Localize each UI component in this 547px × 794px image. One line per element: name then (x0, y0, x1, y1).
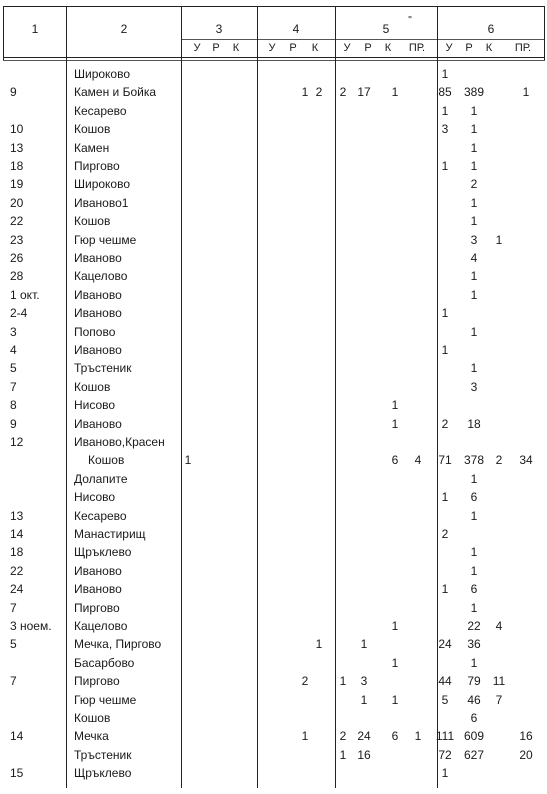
row-place: Кацелово (74, 269, 128, 284)
row-value-6-1: 378 (463, 453, 485, 468)
row-place: Нисово (74, 398, 116, 413)
row-place: Щръклево (74, 545, 132, 560)
row-place: Манастирищ (74, 527, 146, 541)
header-group-5-mark: " (408, 15, 412, 26)
row-place: Мечка, Пиргово (74, 637, 162, 652)
row-date: 13 (10, 508, 24, 523)
row-place: Иваново (74, 306, 122, 321)
row-value-6-2: 7 (495, 692, 503, 707)
row-date: 15 (10, 766, 24, 781)
row-value-6-0: 1 (441, 159, 449, 173)
row-value-6-1: 1 (470, 324, 478, 339)
row-value-5-1: 1 (360, 692, 368, 707)
row-place: Кошов (88, 453, 125, 468)
row-place: Камен (74, 140, 110, 155)
row-value-5-2: 1 (391, 398, 399, 413)
col-divider-3-4 (257, 6, 258, 788)
row-date: 23 (10, 232, 24, 247)
row-date: 7 (10, 674, 17, 689)
subheader-3-u: У (193, 42, 201, 54)
row-value-6-1: 1 (470, 545, 478, 560)
row-value-5-1: 24 (357, 729, 371, 744)
row-place: Широково (74, 67, 131, 81)
row-value-6-0: 85 (438, 85, 452, 100)
row-place: Нисово (74, 490, 116, 505)
row-date: 12 (10, 435, 24, 449)
row-value-6-1: 1 (470, 214, 478, 229)
row-value-6-2: 2 (495, 453, 503, 468)
row-place: Иваново (74, 563, 122, 578)
subheader-4-k: К (311, 42, 319, 54)
subheader-4-r: Р (289, 42, 297, 54)
row-value-3-0: 1 (184, 453, 192, 468)
row-date: 28 (10, 269, 24, 284)
right-border (544, 6, 545, 60)
row-date: 22 (10, 214, 24, 229)
row-value-6-1: 6 (470, 711, 478, 725)
subheader-3-r: Р (212, 42, 220, 54)
row-value-5-0: 1 (339, 747, 347, 762)
row-value-6-0: 1 (441, 582, 449, 597)
row-value-6-1: 1 (470, 159, 478, 173)
row-date: 13 (10, 140, 24, 155)
col-divider-1-2 (66, 6, 67, 788)
row-date: 7 (10, 379, 17, 394)
col-divider-2-3 (181, 6, 182, 788)
subheader-rule (181, 39, 545, 40)
row-place: Кошов (74, 214, 111, 229)
header-group-6: 6 (487, 22, 495, 36)
row-value-6-1: 1 (470, 269, 478, 284)
row-value-4-2: 2 (315, 85, 323, 100)
row-value-6-1: 627 (463, 747, 485, 762)
row-value-6-0: 2 (441, 416, 449, 431)
row-place: Иваново (74, 343, 122, 357)
row-value-5-0: 2 (339, 729, 347, 744)
header-bottom-rule (3, 57, 545, 58)
header-group-4: 4 (292, 22, 300, 36)
row-place: Иваново (74, 416, 122, 431)
row-value-6-1: 389 (463, 85, 485, 100)
row-value-5-1: 1 (360, 637, 368, 652)
row-value-5-2: 6 (391, 453, 399, 468)
row-value-6-1: 3 (470, 232, 478, 247)
row-place: Кесарево (74, 508, 127, 523)
row-place: Попово (74, 324, 116, 339)
row-value-6-3: 20 (519, 747, 533, 762)
row-date: 3 ноем. (10, 619, 52, 633)
header-col-2: 2 (120, 22, 128, 36)
row-date: 26 (10, 251, 24, 265)
row-value-6-0: 44 (438, 674, 452, 689)
row-value-6-1: 609 (463, 729, 485, 744)
row-value-6-1: 22 (467, 619, 481, 633)
row-date: 5 (10, 361, 17, 376)
row-value-5-2: 1 (391, 619, 399, 633)
row-place: Мечка (74, 729, 109, 744)
row-place: Тръстеник (74, 747, 132, 762)
row-place: Камен и Бойка (74, 85, 157, 100)
row-value-6-1: 1 (470, 508, 478, 523)
row-value-6-1: 3 (470, 379, 478, 394)
header-double-rule (3, 60, 545, 61)
row-place: Иваново (74, 251, 122, 265)
row-value-6-1: 1 (470, 471, 478, 486)
row-place: Иваново,Красен (74, 435, 165, 449)
row-value-4-1: 2 (301, 674, 309, 689)
row-value-6-3: 1 (522, 85, 530, 100)
row-value-6-0: 5 (441, 692, 449, 707)
row-value-6-1: 1 (470, 103, 478, 118)
row-value-6-0: 1 (441, 490, 449, 505)
row-value-6-1: 46 (467, 692, 481, 707)
row-value-6-1: 1 (470, 600, 478, 615)
row-value-5-1: 17 (357, 85, 371, 100)
row-date: 2-4 (10, 306, 28, 321)
row-date: 18 (10, 159, 24, 173)
col-divider-4-5 (335, 6, 336, 788)
subheader-6-k: К (485, 42, 493, 54)
row-value-6-1: 1 (470, 563, 478, 578)
row-value-6-2: 11 (492, 674, 506, 689)
row-value-6-1: 79 (467, 674, 481, 689)
row-place: Басарбово (74, 655, 135, 670)
row-value-4-1: 1 (301, 85, 309, 100)
row-date: 3 (10, 324, 17, 339)
row-place: Долапите (74, 471, 128, 486)
row-place: Гюр чешме (74, 692, 137, 707)
row-value-5-1: 16 (357, 747, 371, 762)
row-date: 1 окт. (10, 287, 40, 302)
row-place: Пиргово (74, 159, 120, 173)
subheader-5-r: Р (364, 42, 372, 54)
row-date: 8 (10, 398, 17, 413)
row-value-6-3: 34 (519, 453, 533, 468)
row-date: 5 (10, 637, 17, 652)
subheader-6-u: У (445, 42, 453, 54)
row-value-6-1: 36 (467, 637, 481, 652)
row-value-6-1: 2 (470, 177, 478, 192)
row-place: Щръклево (74, 766, 132, 781)
header-col-1: 1 (31, 22, 39, 36)
row-value-6-1: 1 (470, 287, 478, 302)
row-value-6-0: 1 (441, 67, 449, 81)
row-date: 14 (10, 527, 24, 541)
row-date: 9 (10, 85, 17, 100)
row-place: Иваново (74, 287, 122, 302)
row-value-6-0: 111 (435, 729, 455, 744)
row-value-6-2: 1 (495, 232, 503, 247)
row-place: Кацелово (74, 619, 128, 633)
row-value-6-0: 1 (441, 306, 449, 321)
subheader-3-k: К (232, 42, 240, 54)
row-date: 10 (10, 122, 24, 137)
row-value-6-1: 1 (470, 122, 478, 137)
row-date: 14 (10, 729, 24, 744)
row-value-4-2: 1 (315, 637, 323, 652)
row-value-6-0: 1 (441, 103, 449, 118)
row-value-6-0: 72 (438, 747, 452, 762)
row-value-5-0: 1 (339, 674, 347, 689)
row-place: Широково (74, 177, 131, 192)
row-value-6-3: 16 (519, 729, 533, 744)
row-value-6-1: 6 (470, 490, 478, 505)
row-place: Кошов (74, 379, 111, 394)
row-place: Кошов (74, 122, 111, 137)
row-value-5-2: 1 (391, 416, 399, 431)
subheader-5-pr: ПР. (408, 42, 426, 54)
subheader-6-r: Р (465, 42, 473, 54)
row-value-5-1: 3 (360, 674, 368, 689)
row-place: Иваново1 (74, 195, 129, 210)
row-value-6-1: 4 (470, 251, 478, 265)
row-place: Иваново (74, 582, 122, 597)
row-value-6-0: 2 (441, 527, 449, 541)
row-place: Гюр чешме (74, 232, 137, 247)
row-place: Кесарево (74, 103, 127, 118)
table-top-rule (3, 6, 545, 7)
subheader-5-u: У (343, 42, 351, 54)
row-value-6-1: 1 (470, 361, 478, 376)
row-value-5-3: 1 (414, 729, 422, 744)
row-value-6-1: 1 (470, 655, 478, 670)
row-value-5-0: 2 (339, 85, 347, 100)
header-group-3: 3 (215, 22, 223, 36)
row-value-4-1: 1 (301, 729, 309, 744)
row-value-6-0: 1 (441, 343, 449, 357)
row-place: Кошов (74, 711, 111, 725)
row-value-6-0: 71 (438, 453, 452, 468)
subheader-5-k: К (384, 42, 392, 54)
row-value-6-0: 3 (441, 122, 449, 137)
row-value-5-2: 6 (391, 729, 399, 744)
row-date: 24 (10, 582, 24, 597)
row-place: Тръстеник (74, 361, 132, 376)
row-value-6-1: 1 (470, 195, 478, 210)
row-date: 18 (10, 545, 24, 560)
row-date: 9 (10, 416, 17, 431)
subheader-4-u: У (268, 42, 276, 54)
row-value-5-2: 1 (391, 692, 399, 707)
row-value-5-2: 1 (391, 655, 399, 670)
row-value-5-2: 1 (391, 85, 399, 100)
row-date: 4 (10, 343, 17, 357)
row-date: 20 (10, 195, 24, 210)
left-border (3, 6, 4, 60)
row-date: 19 (10, 177, 24, 192)
row-value-6-1: 18 (467, 416, 481, 431)
row-value-6-0: 1 (441, 766, 449, 781)
subheader-6-pr: ПР. (514, 42, 532, 54)
row-value-6-0: 24 (438, 637, 452, 652)
row-place: Пиргово (74, 600, 120, 615)
row-date: 22 (10, 563, 24, 578)
row-date: 7 (10, 600, 17, 615)
row-place: Пиргово (74, 674, 120, 689)
row-value-6-2: 4 (495, 619, 503, 633)
row-value-5-3: 4 (414, 453, 422, 468)
header-group-5: 5 (382, 22, 390, 36)
row-value-6-1: 6 (470, 582, 478, 597)
row-value-6-1: 1 (470, 140, 478, 155)
